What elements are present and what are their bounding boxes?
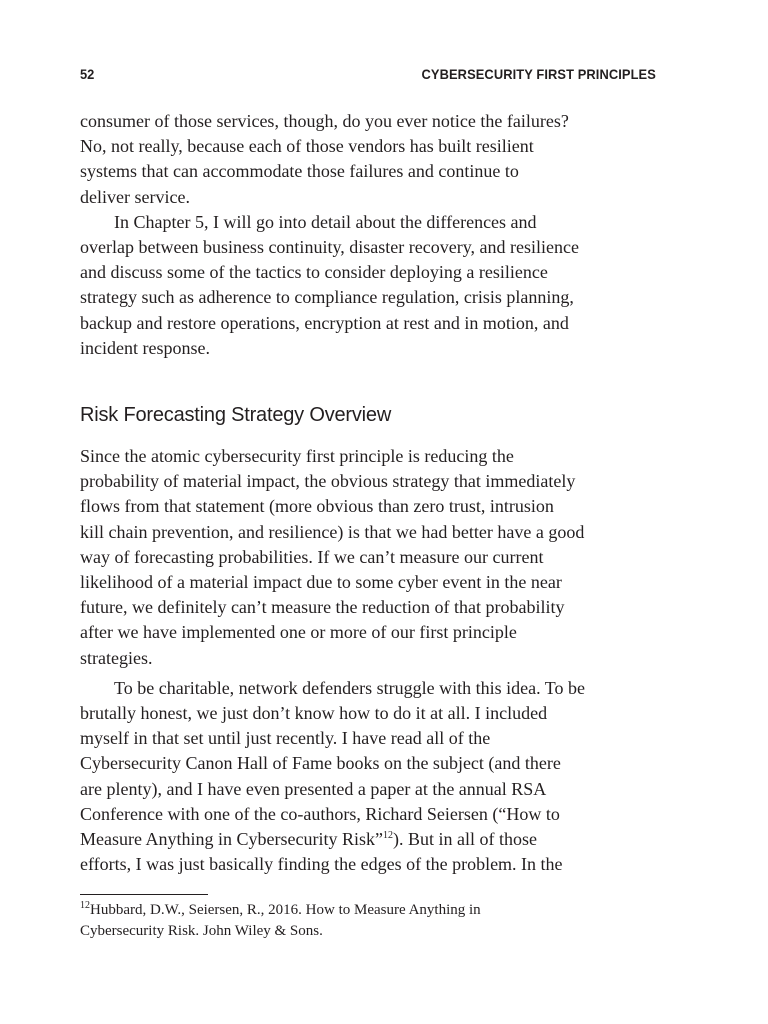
text-line: strategies. — [80, 647, 153, 668]
text-line: brutally honest, we just don’t know how to do it at all. I included — [80, 703, 548, 724]
text-line: No, not really, because each of those vendors has built resilient — [80, 136, 534, 157]
text-line: In Chapter 5, I will go into detail about the differences and — [114, 211, 537, 232]
footnote-marker: 12 — [80, 900, 90, 911]
footnote-line — [80, 900, 658, 921]
text-line: To be charitable, network defenders struggle with this idea. To be — [114, 677, 586, 698]
text-line: way of forecasting probabilities. If we can’t measure our current — [80, 546, 544, 567]
page-number: 52 — [80, 66, 95, 82]
text-line: deliver service. — [80, 186, 190, 207]
running-title: CYBERSECURITY FIRST PRINCIPLES — [421, 66, 656, 82]
paragraph-charitable — [80, 676, 658, 878]
text-line: Cybersecurity Canon Hall of Fame books on the subject (and there — [80, 753, 561, 774]
text-line: future, we definitely can’t measure the reduction of that probability — [80, 597, 565, 618]
text-line: backup and restore operations, encryption at rest and in motion, and — [80, 312, 569, 333]
text-line: consumer of those services, though, do you ever notice the failures? — [80, 111, 569, 131]
text-line: flows from that statement (more obvious than zero trust, intrusion — [80, 496, 554, 517]
text-line: systems that can accommodate those failures and continue to — [80, 161, 519, 182]
text-line: and discuss some of the tactics to consider deploying a resilience — [80, 262, 548, 283]
body-text-top — [80, 109, 658, 361]
running-head — [80, 66, 656, 88]
text-line: are plenty), and I have even presented a paper at the annual RSA — [80, 778, 547, 799]
text-fragment: Measure Anything in Cybersecurity Risk” — [80, 829, 383, 850]
text-line: Since the atomic cybersecurity first principle is reducing the — [80, 446, 514, 466]
text-line: after we have implemented one or more of our first principle — [80, 622, 517, 643]
text-line: likelihood of a material impact due to some cyber event in the near — [80, 572, 562, 593]
text-line: strategy such as adherence to compliance regulation, crisis planning, — [80, 287, 574, 308]
body-text-section — [80, 444, 658, 877]
text-line: kill chain prevention, and resilience) is that we had better have a good — [80, 521, 585, 542]
text-line: overlap between business continuity, disaster recovery, and resilience — [80, 237, 579, 258]
paragraph-chapter-5 — [80, 210, 658, 361]
footnote-text: Hubbard, D.W., Seiersen, R., 2016. How to Measure Anything in — [90, 902, 481, 918]
paragraph-continuation — [80, 109, 658, 210]
footnote — [80, 900, 658, 942]
text-line: myself in that set until just recently. I have read all of the — [80, 728, 491, 749]
text-fragment: ). But in all of those — [392, 829, 537, 850]
footnote-reference[interactable]: 12 — [382, 830, 393, 842]
footnote-divider — [80, 894, 208, 895]
text-line: Conference with one of the co-authors, Richard Seiersen (“How to — [80, 803, 560, 824]
text-line-with-footnote-ref — [80, 827, 658, 852]
paragraph-risk-forecasting — [80, 444, 658, 671]
footnote-line: Cybersecurity Risk. John Wiley & Sons. — [80, 923, 323, 939]
text-line: efforts, I was just basically finding the edges of the problem. In the — [80, 854, 563, 875]
text-line: probability of material impact, the obvious strategy that immediately — [80, 471, 576, 492]
section-heading: Risk Forecasting Strategy Overview — [80, 404, 392, 426]
text-line: incident response. — [80, 337, 210, 358]
